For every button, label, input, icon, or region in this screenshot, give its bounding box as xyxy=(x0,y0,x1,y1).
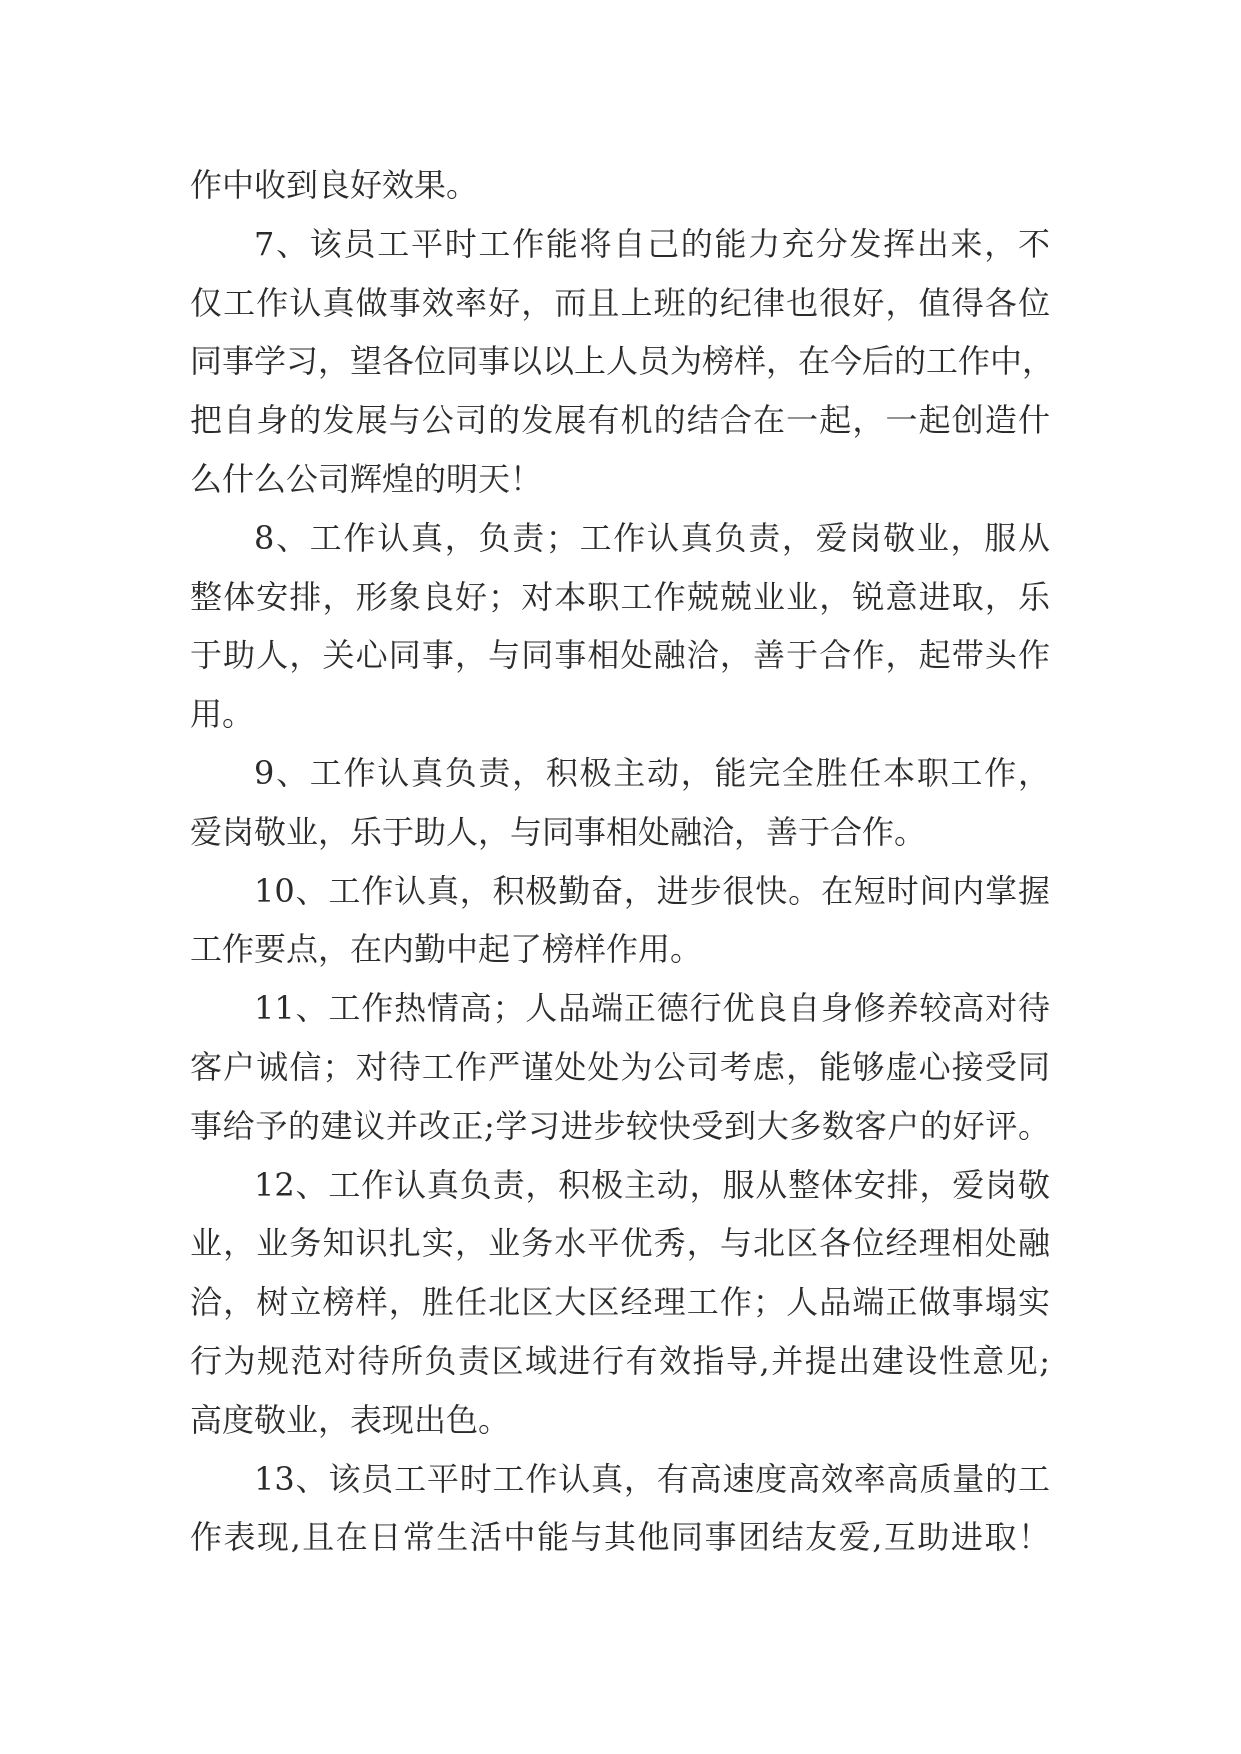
text-line: 仅工作认真做事效率好，而且上班的纪律也很好，值得各位 xyxy=(190,283,1050,322)
text-line: 作表现,且在日常生活中能与其他同事团结友爱,互助进取！ xyxy=(190,1518,1050,1557)
text-line: 作中收到良好效果。 xyxy=(190,166,479,204)
text-line: 9、工作认真负责，积极主动，能完全胜任本职工作， xyxy=(254,753,1050,792)
text-line: 客户诚信；对待工作严谨处处为公司考虑，能够虚心接受同 xyxy=(190,1047,1050,1086)
text-line: 高度敬业，表现出色。 xyxy=(190,1400,511,1439)
text-line: 同事学习，望各位同事以以上人员为榜样，在今后的工作中， xyxy=(190,342,1055,381)
text-line: 10、工作认真，积极勤奋，进步很快。在短时间内掌握 xyxy=(254,871,1050,910)
text-line: 行为规范对待所负责区域进行有效指导,并提出建设性意见; xyxy=(190,1341,1050,1380)
text-line: 工作要点，在内勤中起了榜样作用。 xyxy=(190,930,703,969)
text-line: 13、该员工平时工作认真，有高速度高效率高质量的工 xyxy=(254,1459,1050,1498)
text-line: 整体安排，形象良好；对本职工作兢兢业业，锐意进取，乐 xyxy=(190,577,1050,616)
text-line: 12、工作认真负责，积极主动，服从整体安排，爱岗敬 xyxy=(254,1165,1050,1204)
text-line: 洽，树立榜样，胜任北区大区经理工作；人品端正做事塌实 xyxy=(190,1283,1050,1322)
text-line: 于助人，关心同事，与同事相处融洽，善于合作，起带头作 xyxy=(190,636,1050,675)
text-line: 把自身的发展与公司的发展有机的结合在一起，一起创造什 xyxy=(190,401,1050,440)
text-line: 7、该员工平时工作能将自己的能力充分发挥出来，不 xyxy=(254,224,1050,263)
text-line: 业，业务知识扎实，业务水平优秀，与北区各位经理相处融 xyxy=(190,1224,1050,1263)
text-line: 么什么公司辉煌的明天！ xyxy=(190,459,543,498)
text-line: 爱岗敬业，乐于助人，与同事相处融洽，善于合作。 xyxy=(190,812,927,851)
document-body xyxy=(190,156,1055,1567)
text-line: 11、工作热情高；人品端正德行优良自身修养较高对待 xyxy=(254,989,1050,1028)
text-line: 事给予的建议并改正;学习进步较快受到大多数客户的好评。 xyxy=(190,1106,1050,1145)
text-line: 8、工作认真，负责；工作认真负责，爱岗敬业，服从 xyxy=(254,518,1050,557)
text-line: 用。 xyxy=(190,695,255,734)
